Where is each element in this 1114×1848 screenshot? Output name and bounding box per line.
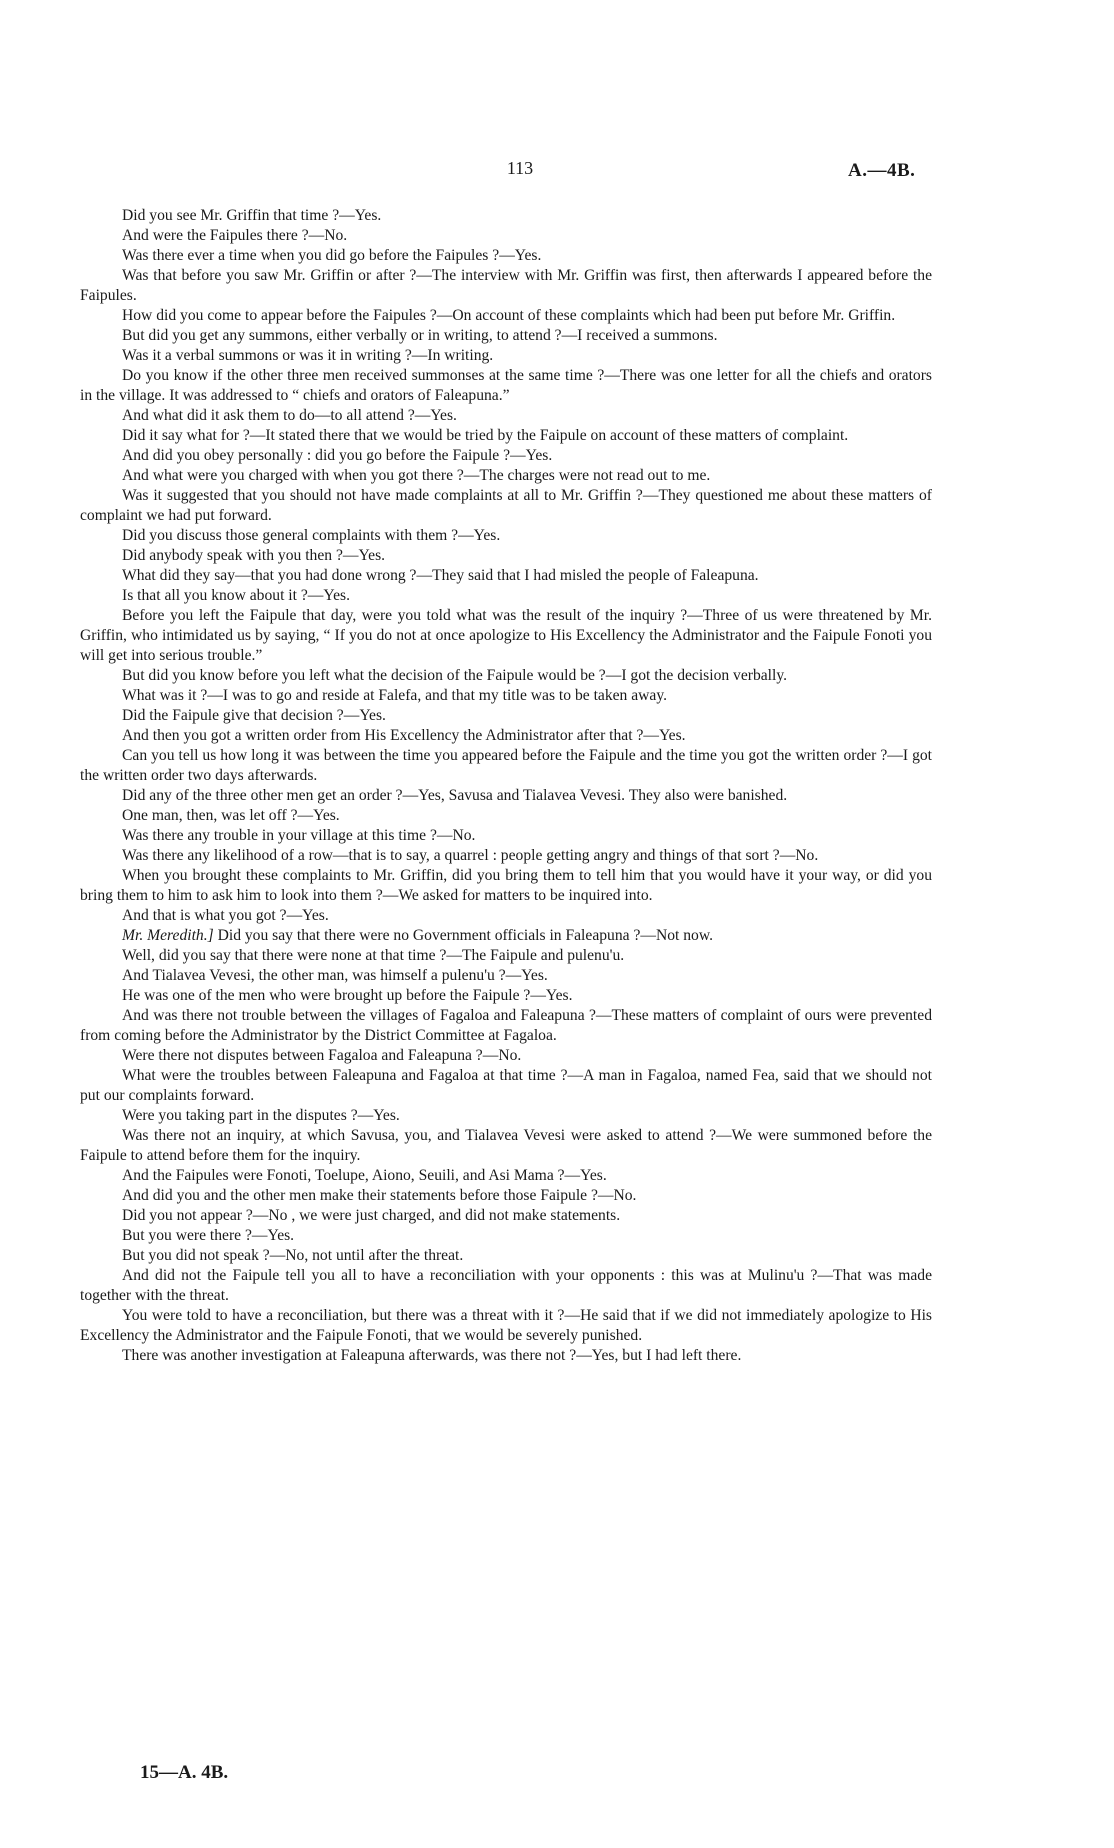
- paragraph: What was it ?—I was to go and reside at Falefa, and that my title was to be taken away.: [122, 687, 668, 704]
- paragraph: When you brought these complaints to Mr. Griffin, did you bring them to tell him that you would have it your way, or did you bring them to him to ask him to look into them ?—We asked for matters to be inquired into.: [80, 867, 932, 904]
- paragraph: Did it say what for ?—It stated there that we would be tried by the Faipule on account of these matters of complaint.: [122, 427, 849, 444]
- speaker-label: Mr. Meredith.]: [122, 927, 214, 944]
- paragraph: Was there any likelihood of a row—that is to say, a quarrel : people getting angry and things of that sort ?—No.: [122, 847, 819, 864]
- paragraph: Did the Faipule give that decision ?—Yes.: [122, 707, 386, 724]
- paragraph-text: Did you say that there were no Government officials in Faleapuna ?—Not now.: [217, 927, 713, 944]
- paragraph: Was there any trouble in your village at this time ?—No.: [122, 827, 476, 844]
- paragraph: Was it a verbal summons or was it in writing ?—In writing.: [122, 347, 494, 364]
- paragraph: Was there not an inquiry, at which Savusa, you, and Tialavea Vevesi were asked to attend ?—We were summoned before the Faipule to attend before them for the inquiry.: [80, 1127, 932, 1164]
- paragraph: And did you obey personally : did you go before the Faipule ?—Yes.: [122, 447, 553, 464]
- paragraph: Were there not disputes between Fagaloa and Faleapuna ?—No.: [122, 1047, 522, 1064]
- paragraph: And then you got a written order from His Excellency the Administrator after that ?—Yes.: [122, 727, 686, 744]
- paragraph: And was there not trouble between the villages of Fagaloa and Faleapuna ?—These matters of complaint of ours were prevented from coming before the Administrator by the District Committee at Fagaloa.: [80, 1007, 932, 1044]
- document-reference: A.—4B.: [848, 160, 916, 181]
- paragraph: Do you know if the other three men received summonses at the same time ?—There was one letter for all the chiefs and orators in the village. It was addressed to “ chiefs and orators of Faleapuna.”: [80, 367, 932, 404]
- paragraph: Did you discuss those general complaints with them ?—Yes.: [122, 527, 501, 544]
- paragraph: But you were there ?—Yes.: [122, 1227, 295, 1244]
- paragraph: And did you and the other men make their statements before those Faipule ?—No.: [122, 1187, 637, 1204]
- paragraph: Well, did you say that there were none at that time ?—The Faipule and pulenu'u.: [122, 947, 625, 964]
- paragraph: And what were you charged with when you got there ?—The charges were not read out to me.: [122, 467, 711, 484]
- paragraph: What did they say—that you had done wrong ?—They said that I had misled the people of Faleapuna.: [122, 567, 759, 584]
- signature-mark: 15—A. 4B.: [140, 1762, 229, 1783]
- paragraph: And did not the Faipule tell you all to have a reconciliation with your opponents : this was at Mulinu'u ?—That was made together with the threat.: [80, 1267, 932, 1304]
- paragraph: And what did it ask them to do—to all attend ?—Yes.: [122, 407, 457, 424]
- paragraph: Was that before you saw Mr. Griffin or after ?—The interview with Mr. Griffin was first, then afterwards I appeared before the Faipules.: [80, 267, 932, 304]
- paragraph: Before you left the Faipule that day, were you told what was the result of the inquiry ?—Three of us were threatened by Mr. Griffin, who intimidated us by saying, “ If you do not at once apologize to His Excellency the Administrator and the Faipule Fonoti you will get into serious trouble.”: [80, 607, 932, 664]
- paragraph: Was it suggested that you should not have made complaints at all to Mr. Griffin ?—They questioned me about these matters of complaint we had put forward.: [80, 487, 932, 524]
- paragraph: And Tialavea Vevesi, the other man, was himself a pulenu'u ?—Yes.: [122, 967, 548, 984]
- paragraph: Did you see Mr. Griffin that time ?—Yes.: [122, 207, 382, 224]
- paragraph: But did you know before you left what the decision of the Faipule would be ?—I got the decision verbally.: [122, 667, 788, 684]
- paragraph: [80, 926, 932, 946]
- paragraph: And were the Faipules there ?—No.: [122, 227, 348, 244]
- paragraph: And that is what you got ?—Yes.: [122, 907, 329, 924]
- testimony-body: [80, 206, 932, 1366]
- paragraph: Were you taking part in the disputes ?—Yes.: [122, 1107, 400, 1124]
- paragraph: Can you tell us how long it was between the time you appeared before the Faipule and the time you got the written order ?—I got the written order two days afterwards.: [80, 747, 932, 784]
- paragraph: He was one of the men who were brought up before the Faipule ?—Yes.: [122, 987, 573, 1004]
- paragraph: Did you not appear ?—No , we were just charged, and did not make statements.: [122, 1207, 621, 1224]
- paragraph: How did you come to appear before the Faipules ?—On account of these complaints which had been put before Mr. Griffin.: [122, 307, 896, 324]
- paragraph: You were told to have a reconciliation, but there was a threat with it ?—He said that if we did not immediately apologize to His Excellency the Administrator and the Faipule Fonoti, that we would be severely punished.: [80, 1307, 932, 1344]
- paragraph: And the Faipules were Fonoti, Toelupe, Aiono, Seuili, and Asi Mama ?—Yes.: [122, 1167, 607, 1184]
- paragraph: Is that all you know about it ?—Yes.: [122, 587, 350, 604]
- paragraph: But did you get any summons, either verbally or in writing, to attend ?—I received a summons.: [122, 327, 718, 344]
- paragraph: But you did not speak ?—No, not until after the threat.: [122, 1247, 464, 1264]
- paragraph: One man, then, was let off ?—Yes.: [122, 807, 340, 824]
- page-number: 113: [506, 158, 534, 178]
- paragraph: What were the troubles between Faleapuna and Fagaloa at that time ?—A man in Fagaloa, named Fea, said that we should not put our complaints forward.: [80, 1067, 932, 1104]
- paragraph: There was another investigation at Faleapuna afterwards, was there not ?—Yes, but I had left there.: [122, 1347, 742, 1364]
- paragraph: Was there ever a time when you did go before the Faipules ?—Yes.: [122, 247, 542, 264]
- paragraph: Did any of the three other men get an order ?—Yes, Savusa and Tialavea Vevesi. They also were banished.: [122, 787, 788, 804]
- paragraph: Did anybody speak with you then ?—Yes.: [122, 547, 386, 564]
